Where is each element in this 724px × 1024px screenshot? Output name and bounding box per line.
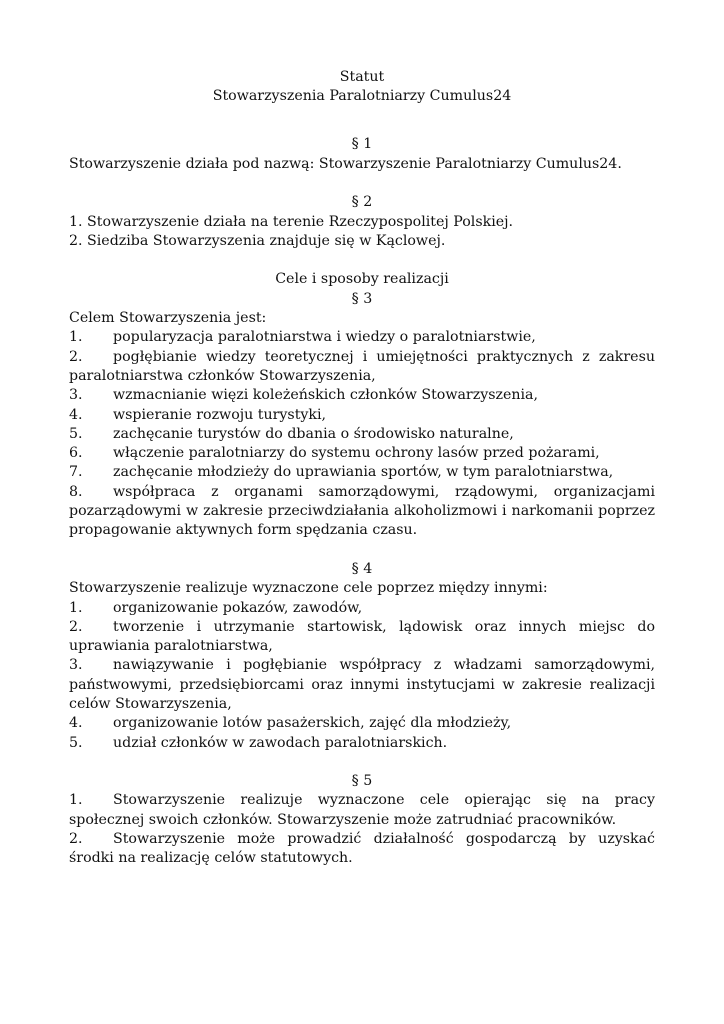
section-3-mark: § 3 — [351, 290, 373, 307]
section-3-item-1: 1. popularyzacja paralotniarstwa i wiedzy o paralotniarstwie, — [69, 329, 536, 346]
section-3-item-2: 2. pogłębianie wiedzy teoretycznej i umiejętności praktycznych z zakresu paralotniarstwa członków Stowarzyszenia, — [69, 348, 655, 384]
section-3-item-3: 3. wzmacnianie więzi koleżeńskich członków Stowarzyszenia, — [69, 387, 539, 404]
section-3-item-5: 5. zachęcanie turystów do dbania o środowisko naturalne, — [69, 425, 514, 442]
section-2-line-2: 2. Siedziba Stowarzyszenia znajduje się w Kąclowej. — [69, 232, 446, 249]
statute-document — [69, 68, 655, 869]
section-4-item-3: 3. nawiązywanie i pogłębianie współpracy z władzami samorządowymi, państwowymi, przedsiębiorcami oraz innymi instytucjami w zakresie realizacji celów Stowarzyszenia, — [69, 657, 655, 712]
section-4-mark: § 4 — [351, 560, 373, 577]
section-4-item-4: 4. organizowanie lotów pasażerskich, zajęć dla młodzieży, — [69, 715, 512, 732]
section-5-item-2: 2. Stowarzyszenie może prowadzić działalność gospodarczą by uzyskać środki na realizację celów statutowych. — [69, 831, 655, 867]
section-3-item-7: 7. zachęcanie młodzieży do uprawiania sportów, w tym paralotniarstwa, — [69, 464, 614, 481]
section-1-mark: § 1 — [351, 136, 373, 153]
section-3-item-8: 8. współpraca z organami samorządowymi, rządowymi, organizacjami pozarządowymi w zakresie przeciwdziałania alkoholizmowi i narkomanii poprzez propagowanie aktywnych form spędzania czasu. — [69, 483, 655, 539]
document-title: Statut — [339, 69, 385, 85]
section-3-heading: Cele i sposoby realizacji — [275, 271, 449, 288]
section-4-item-2: 2. tworzenie i utrzymanie startowisk, lądowisk oraz innych miejsc do uprawiania paralotniarstwa, — [69, 618, 655, 655]
section-4-item-1: 1. organizowanie pokazów, zawodów, — [69, 599, 363, 616]
section-3-intro: Celem Stowarzyszenia jest: — [69, 310, 267, 327]
section-4-intro: Stowarzyszenie realizuje wyznaczone cele poprzez między innymi: — [69, 580, 548, 597]
section-2-mark: § 2 — [351, 194, 373, 211]
section-3-item-4: 4. wspieranie rozwoju turystyki, — [69, 406, 327, 423]
section-5-mark: § 5 — [351, 773, 373, 790]
section-3-item-6: 6. włączenie paralotniarzy do systemu ochrony lasów przed pożarami, — [69, 445, 600, 462]
section-1-text: Stowarzyszenie działa pod nazwą: Stowarzyszenie Paralotniarzy Cumulus24. — [69, 155, 622, 172]
section-4-item-5: 5. udział członków w zawodach paralotniarskich. — [69, 734, 448, 751]
section-5-item-1: 1. Stowarzyszenie realizuje wyznaczone cele opierając się na pracy społecznej swoich członków. Stowarzyszenie może zatrudniać pracowników. — [69, 792, 655, 828]
section-2-line-1: 1. Stowarzyszenie działa na terenie Rzeczypospolitej Polskiej. — [69, 213, 514, 230]
document-subtitle: Stowarzyszenia Paralotniarzy Cumulus24 — [212, 88, 512, 105]
